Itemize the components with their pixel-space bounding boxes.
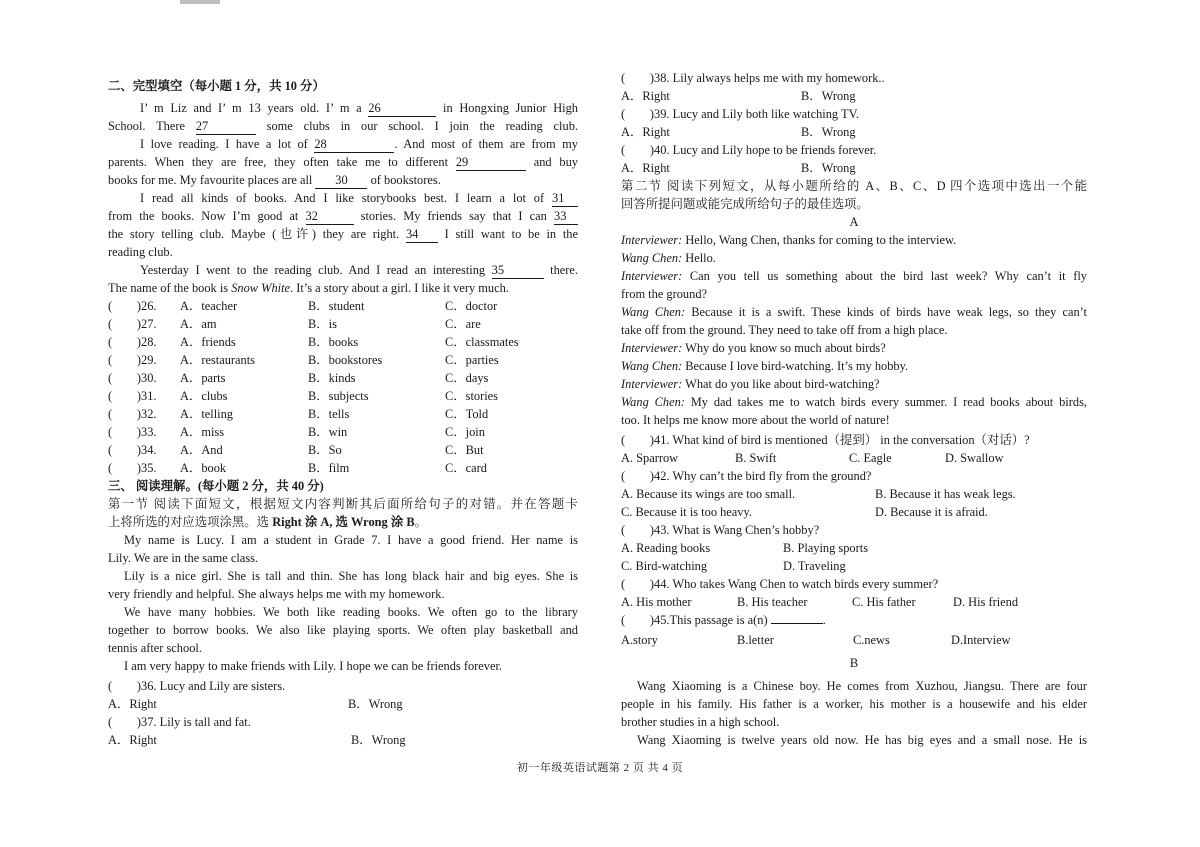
- option-c[interactable]: C．Told: [445, 407, 489, 421]
- answer-blank-45[interactable]: [771, 623, 823, 624]
- speaker-name: Wang Chen:: [621, 359, 683, 373]
- dialogue-text: My dad takes me to watch birds every summer. I read books about birds,: [684, 395, 1087, 409]
- speaker-name: Interviewer:: [621, 233, 683, 247]
- dialogue-text: Because I love bird-watching. It’s my hobby.: [682, 359, 909, 373]
- dialogue-line: [621, 231, 1087, 249]
- option-c[interactable]: C. Bird-watching: [621, 559, 708, 573]
- passage-line: brother studies in a high school.: [621, 715, 780, 729]
- option-right[interactable]: A．Right: [108, 733, 157, 747]
- passage-a-label: A: [849, 215, 859, 229]
- option-wrong[interactable]: B．Wrong: [801, 89, 856, 103]
- option-c[interactable]: C．But: [445, 443, 484, 457]
- dialogue-line: [621, 285, 1087, 303]
- part1-instructions: 上将所选的对应选项涂黑。选 Right 涂 A, 选 Wrong 涂 B。: [108, 515, 427, 529]
- option-a[interactable]: A.story: [621, 633, 658, 647]
- part1-instructions: 第一节 阅读下面短文，根据短文内容判断其后面所给句子的对错。并在答题卡: [108, 497, 578, 511]
- dialogue-text: too. It helps me know more about the world of nature!: [621, 413, 890, 427]
- option-b[interactable]: B．books: [308, 335, 359, 349]
- question-number: ( )32.: [108, 407, 157, 421]
- option-d[interactable]: D.Interview: [951, 633, 1011, 647]
- part2-instructions: 第二节 阅读下列短文，从每小题所给的 A、B、C、D 四个选项中选出一个能: [621, 179, 1087, 193]
- option-right[interactable]: A．Right: [108, 697, 157, 711]
- question-41: ( )41. What kind of bird is mentioned（提到） in the conversation（对话）?: [621, 433, 1030, 447]
- passage-line: We have many hobbies. We both like reading books. We often go to the library: [124, 605, 578, 619]
- option-b[interactable]: B.letter: [737, 633, 774, 647]
- option-row: [108, 351, 578, 369]
- option-a[interactable]: A．am: [180, 317, 217, 331]
- cloze-line: I love reading. I have a lot of 28 . And most of them are from my: [140, 137, 578, 151]
- option-row: [108, 297, 578, 315]
- cloze-line: reading club.: [108, 245, 173, 259]
- cloze-blank-35[interactable]: 35: [492, 263, 544, 279]
- option-a[interactable]: A. Sparrow: [621, 451, 679, 465]
- option-b[interactable]: B. Because it has weak legs.: [875, 487, 1016, 501]
- question-42-options: [621, 503, 1087, 521]
- question-44-options: [621, 593, 1087, 611]
- passage-b-label: B: [849, 656, 859, 670]
- speaker-name: Interviewer:: [621, 269, 683, 283]
- option-wrong[interactable]: B．Wrong: [801, 125, 856, 139]
- option-b[interactable]: B．film: [308, 461, 350, 475]
- option-a[interactable]: A．telling: [180, 407, 233, 421]
- option-c[interactable]: C．doctor: [445, 299, 498, 313]
- question-number: ( )35.: [108, 461, 157, 475]
- option-row: [108, 423, 578, 441]
- option-b[interactable]: B．is: [308, 317, 337, 331]
- option-right[interactable]: A．Right: [621, 89, 670, 103]
- option-row: [108, 315, 578, 333]
- option-b[interactable]: B. Playing sports: [783, 541, 869, 555]
- option-b[interactable]: B．win: [308, 425, 348, 439]
- question-40: ( )40. Lucy and Lily hope to be friends forever.: [621, 143, 877, 157]
- option-a[interactable]: A．miss: [180, 425, 225, 439]
- question-43: ( )43. What is Wang Chen’s hobby?: [621, 523, 820, 537]
- option-c[interactable]: C．card: [445, 461, 487, 475]
- option-row: [108, 333, 578, 351]
- passage-line: Lily is a nice girl. She is tall and thin. She has long black hair and big eyes. She is: [124, 569, 578, 583]
- speaker-name: Interviewer:: [621, 377, 683, 391]
- dialogue-text: Hello.: [682, 251, 716, 265]
- question-37-options: [108, 731, 578, 749]
- question-number: ( )27.: [108, 317, 157, 331]
- cloze-line: from the books. Now I’m good at 32 stories. My friends say that I can 33: [108, 207, 578, 225]
- dialogue-text: What do you like about bird-watching?: [682, 377, 880, 391]
- option-c[interactable]: C. Because it is too heavy.: [621, 505, 752, 519]
- option-c[interactable]: C. His father: [852, 595, 916, 609]
- speaker-name: Wang Chen:: [621, 251, 683, 265]
- question-number: ( )30.: [108, 371, 157, 385]
- dialogue-line: [621, 375, 1087, 393]
- question-41-options: [621, 449, 1087, 467]
- cloze-line: Yesterday I went to the reading club. And I read an interesting 35 there.: [140, 263, 578, 277]
- option-b[interactable]: B．tells: [308, 407, 350, 421]
- option-c[interactable]: C．days: [445, 371, 489, 385]
- dialogue-line: [621, 411, 1087, 429]
- question-36-options: [108, 695, 578, 713]
- option-right[interactable]: A．Right: [621, 161, 670, 175]
- cloze-blank-34[interactable]: 34: [406, 227, 438, 243]
- option-wrong[interactable]: B．Wrong: [348, 697, 403, 711]
- question-number: ( )26.: [108, 299, 157, 313]
- option-row: [108, 441, 578, 459]
- cloze-line: parents. When they are free, they often take me to different 29 and buy: [108, 155, 579, 169]
- option-c[interactable]: C．join: [445, 425, 485, 439]
- question-38-options: [621, 87, 1087, 105]
- option-c[interactable]: C．parties: [445, 353, 499, 367]
- passage-line: very friendly and helpful. She always helps me with my homework.: [108, 587, 445, 601]
- option-row: [108, 459, 578, 477]
- option-c[interactable]: C．are: [445, 317, 481, 331]
- question-45: ( )45.This passage is a(n) .: [621, 613, 826, 627]
- option-a[interactable]: A．And: [180, 443, 223, 457]
- cloze-line: the story telling club. Maybe (也许) they are right. 34 I still want to be in the: [108, 227, 578, 241]
- cloze-line: The name of the book is Snow White. It’s a story about a girl. I like it very much.: [108, 281, 509, 295]
- passage-line: I am very happy to make friends with Lily. I hope we can be friends forever.: [124, 659, 503, 673]
- speaker-name: Wang Chen:: [621, 395, 685, 409]
- dialogue-text: from the ground?: [621, 287, 708, 301]
- question-number: ( )33.: [108, 425, 157, 439]
- part2-instructions: 回答所提问题或能完成所给句子的最佳选项。: [621, 197, 869, 211]
- cloze-blank-33[interactable]: 33: [554, 209, 578, 225]
- option-b[interactable]: B．subjects: [308, 389, 369, 403]
- question-37: ( )37. Lily is tall and fat.: [108, 715, 251, 729]
- question-number: ( )34.: [108, 443, 157, 457]
- passage-line: together to borrow books. We also like playing sports. We often play basketball and: [108, 623, 578, 637]
- question-43-options: [621, 557, 1087, 575]
- question-38: ( )38. Lily always helps me with my homework..: [621, 71, 885, 85]
- dialogue-text: Because it is a swift. These kinds of birds have weak legs, so they can’t: [685, 305, 1087, 319]
- dialogue-line: [621, 339, 1087, 357]
- option-d[interactable]: D. Swallow: [945, 451, 1004, 465]
- question-45-options: [621, 631, 1087, 649]
- dialogue-text: Why do you know so much about birds?: [682, 341, 886, 355]
- option-wrong[interactable]: B．Wrong: [351, 733, 406, 747]
- option-row: [108, 405, 578, 423]
- option-row: [108, 387, 578, 405]
- speaker-name: Wang Chen:: [621, 305, 686, 319]
- dialogue-line: [621, 357, 1087, 375]
- option-d[interactable]: D. Because it is afraid.: [875, 505, 988, 519]
- passage-line: My name is Lucy. I am a student in Grade 7. I have a good friend. Her name is: [124, 533, 578, 547]
- option-a[interactable]: A. His mother: [621, 595, 692, 609]
- passage-line: Wang Xiaoming is twelve years old now. He has big eyes and a small nose. He is: [637, 733, 1087, 747]
- question-number: ( )31.: [108, 389, 157, 403]
- dialogue-line: [621, 393, 1087, 411]
- option-c[interactable]: C. Eagle: [849, 451, 892, 465]
- option-row: [108, 369, 578, 387]
- option-c[interactable]: C．stories: [445, 389, 499, 403]
- cloze-line: School. There 27 some clubs in our school. I join the reading club.: [108, 119, 578, 133]
- option-b[interactable]: B．student: [308, 299, 365, 313]
- option-d[interactable]: D. Traveling: [783, 559, 846, 573]
- speaker-name: Interviewer:: [621, 341, 683, 355]
- option-c[interactable]: C.news: [853, 633, 890, 647]
- option-a[interactable]: A．friends: [180, 335, 236, 349]
- dialogue-line: [621, 303, 1087, 321]
- dialogue-line: [621, 321, 1087, 339]
- option-c[interactable]: C．classmates: [445, 335, 519, 349]
- question-39: ( )39. Lucy and Lily both like watching TV.: [621, 107, 860, 121]
- option-a[interactable]: A．teacher: [180, 299, 238, 313]
- option-a[interactable]: A. Because its wings are too small.: [621, 487, 796, 501]
- scan-mark: [180, 0, 220, 4]
- option-wrong[interactable]: B．Wrong: [801, 161, 856, 175]
- option-b[interactable]: B. His teacher: [737, 595, 808, 609]
- option-a[interactable]: A．restaurants: [180, 353, 256, 367]
- question-42-options: [621, 485, 1087, 503]
- dialogue-text: Can you tell us something about the bird last week? Why can’t it fly: [682, 269, 1087, 283]
- dialogue-text: take off from the ground. They need to take off from a high place.: [621, 323, 948, 337]
- question-36: ( )36. Lucy and Lily are sisters.: [108, 679, 286, 693]
- option-b[interactable]: B. Swift: [735, 451, 777, 465]
- option-b[interactable]: B．So: [308, 443, 342, 457]
- passage-line: Lily. We are in the same class.: [108, 551, 259, 565]
- question-44: ( )44. Who takes Wang Chen to watch birds every summer?: [621, 577, 939, 591]
- cloze-blank-32[interactable]: 32: [306, 209, 354, 225]
- cloze-blank-26[interactable]: 26: [368, 101, 436, 117]
- option-a[interactable]: A. Reading books: [621, 541, 711, 555]
- option-d[interactable]: D. His friend: [953, 595, 1019, 609]
- option-b[interactable]: B．bookstores: [308, 353, 383, 367]
- dialogue-line: [621, 267, 1087, 285]
- option-b[interactable]: B．kinds: [308, 371, 356, 385]
- cloze-line: I’ m Liz and I’ m 13 years old. I’ m a 26 in Hongxing Junior High: [140, 101, 578, 115]
- passage-line: tennis after school.: [108, 641, 202, 655]
- option-a[interactable]: A．clubs: [180, 389, 228, 403]
- passage-line: people in his family. His father is a worker, his mother is a housewife and his elder: [621, 697, 1087, 711]
- section2-title: 二、完型填空（每小题 1 分，共 10 分）: [108, 79, 325, 93]
- option-a[interactable]: A．book: [180, 461, 227, 475]
- dialogue-line: [621, 249, 1087, 267]
- passage-line: Wang Xiaoming is a Chinese boy. He comes from Xuzhou, Jiangsu. There are four: [637, 679, 1087, 693]
- cloze-blank-31[interactable]: 31: [552, 191, 578, 207]
- question-40-options: [621, 159, 1087, 177]
- page-footer: 初一年级英语试题第 2 页 共 4 页: [516, 762, 684, 774]
- cloze-blank-29[interactable]: 29: [456, 155, 526, 171]
- question-number: ( )29.: [108, 353, 157, 367]
- option-a[interactable]: A．parts: [180, 371, 226, 385]
- cloze-blank-27[interactable]: 27: [196, 119, 256, 135]
- question-43-options: [621, 539, 1087, 557]
- question-42: ( )42. Why can’t the bird fly from the ground?: [621, 469, 872, 483]
- section3-title: 三、 阅读理解。(每小题 2 分，共 40 分): [108, 479, 324, 493]
- question-number: ( )28.: [108, 335, 157, 349]
- cloze-line: books for me. My favourite places are all 30 of bookstores.: [108, 173, 441, 187]
- question-39-options: [621, 123, 1087, 141]
- cloze-blank-28[interactable]: 28: [314, 137, 394, 153]
- cloze-line: I read all kinds of books. And I like storybooks best. I learn a lot of 31: [108, 189, 578, 207]
- option-right[interactable]: A．Right: [621, 125, 670, 139]
- dialogue-text: Hello, Wang Chen, thanks for coming to the interview.: [682, 233, 957, 247]
- cloze-blank-30[interactable]: 30: [315, 173, 367, 189]
